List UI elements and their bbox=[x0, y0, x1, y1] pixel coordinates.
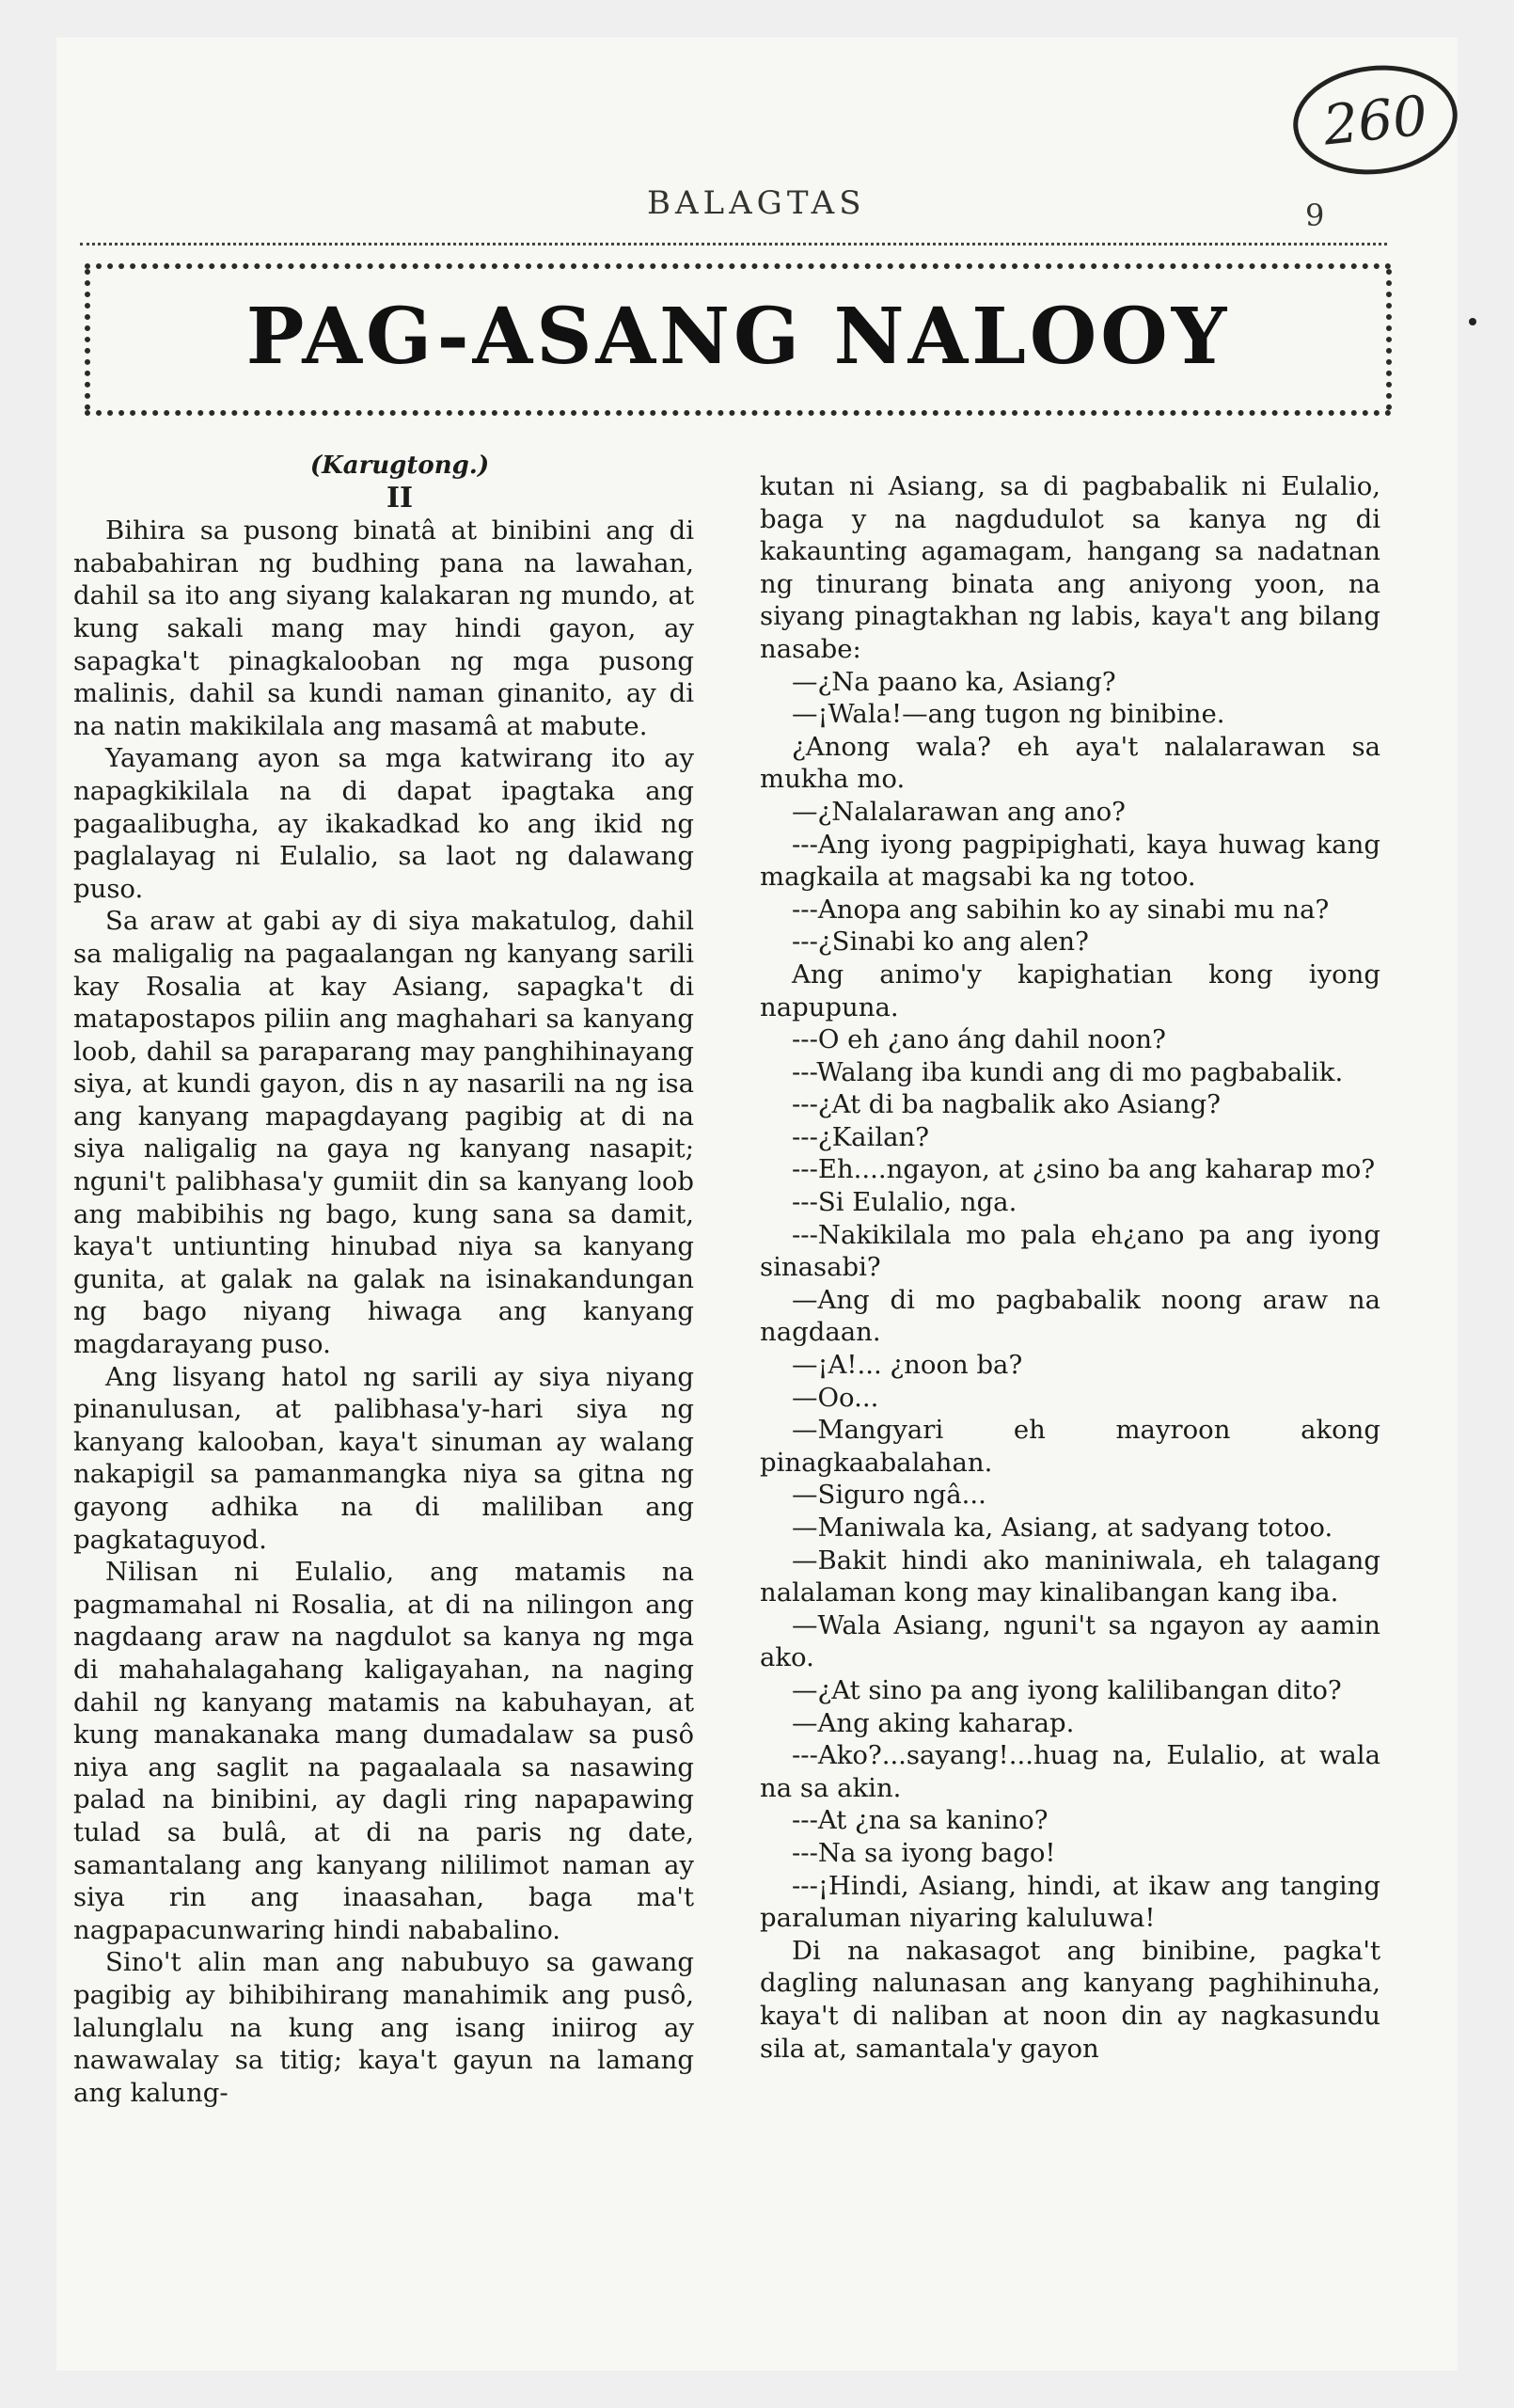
dialogue-line: ---Walang iba kundi ang di mo pagbabalik. bbox=[792, 1056, 1344, 1087]
paragraph: Sa araw at gabi ay di siya makatulog, dahil sa maligalig na pagaalangan ng kanyang sarili kay Rosalia at kay Asiang, sapagka't di matapostapos piliin ang maghahari sa kanyang loob, dahil sa paraparang may panghihinayang siya, at kundi gayon, dis n ay nasarili na ng isa ang kanyang mapagdayang pagibig at di na siya naligalig na gaya ng kanyang nasapit; nguni't palibhasa'y gumiit din sa kanyang loob ang mabibihis ng bago, kung sana sa damit, kaya't untiunting hinubad niya sa kanyang gunita, at galak na galak na isinakandungan ng bago niyang hiwaga ang kanyang magdarayang puso. bbox=[73, 906, 694, 1360]
ink-spot bbox=[1469, 318, 1476, 325]
dialogue-line: —Oo... bbox=[792, 1382, 879, 1413]
dialogue-line: —¡A!... ¿noon ba? bbox=[792, 1350, 1023, 1381]
dialogue-line: —Ang aking kaharap. bbox=[792, 1707, 1075, 1738]
paragraph: Yayamang ayon sa mga katwirang ito ay napagkikilala na di dapat ipagtaka ang pagaalibugha, ay ikakadkad ko ang ikid ng paglalayag ni Eulalio, sa laot ng dalawang puso. bbox=[73, 743, 694, 904]
paragraph: Ang lisyang hatol ng sarili ay siya niyang pinanulusan, at palibhasa'y-hari siya ng kanyang kalooban, kaya't sinuman ay walang nakapigil sa pamanmangka niya sa gitna ng gayong adhika na di maliliban ang pagkataguyod. bbox=[73, 1361, 694, 1555]
dialogue-line: ---¡Hindi, Asiang, hindi, at ikaw ang tanging paraluman niyaring kaluluwa! bbox=[760, 1870, 1380, 1934]
dialogue-line: ---Anopa ang sabihin ko ay sinabi mu na? bbox=[792, 894, 1330, 925]
dialogue-line: —¡Wala!—ang tugon ng binibine. bbox=[792, 699, 1225, 730]
running-head: BALAGTAS bbox=[647, 184, 866, 222]
article-title: PAG-ASANG NALOOY bbox=[245, 292, 1231, 382]
paragraph-continued: kutan ni Asiang, sa di pagbabalik ni Eulalio, baga y na nagdudulot sa kanya ng di kakaunting agamagam, hangang sa nadatnan ng tinurang binata ang aniyong yoon, na siyang pinagtakhan ng labis, kaya't ang bilang nasabe: bbox=[760, 471, 1380, 664]
right-column bbox=[760, 470, 1380, 2065]
dialogue-line: —Mangyari eh mayroon akong pinagkaabalahan. bbox=[760, 1415, 1380, 1478]
dialogue-line: ---Si Eulalio, nga. bbox=[792, 1187, 1017, 1218]
article-subtitle: (Karugtong.) bbox=[309, 452, 490, 480]
dialogue-line: —Bakit hindi ako maniniwala, eh talagang nalalaman kong may kinalibangan kang iba. bbox=[760, 1545, 1380, 1608]
dialogue-line: ---Eh....ngayon, at ¿sino ba ang kaharap mo? bbox=[792, 1154, 1376, 1185]
header-rule bbox=[80, 243, 1387, 246]
dialogue-line: ---Ang iyong pagpipighati, kaya huwag kang magkaila at magsabi ka ng totoo. bbox=[760, 829, 1380, 893]
dialogue-line: ---Na sa iyong bago! bbox=[792, 1837, 1056, 1868]
dialogue-line: —Ang di mo pagbabalik noong araw na nagdaan. bbox=[760, 1284, 1380, 1348]
handwritten-page-number: 260 bbox=[1287, 57, 1462, 182]
dialogue-line: —Maniwala ka, Asiang, at sadyang totoo. bbox=[792, 1513, 1333, 1543]
paragraph: Di na nakasagot ang binibine, pagka't dagling nalunasan ang kanyang paghihinuha, kaya't di naliban at noon din ay nagkasundu sila at, samantala'y gayon bbox=[760, 1935, 1380, 2064]
dialogue-line: ¿Anong wala? eh aya't nalalarawan sa mukha mo. bbox=[760, 731, 1380, 795]
dialogue-line: ---O eh ¿ano áng dahil noon? bbox=[792, 1024, 1166, 1055]
paragraph: Nilisan ni Eulalio, ang matamis na pagmamahal ni Rosalia, at di na nilingon ang nagdaang araw na nagdulot sa kanya ng mga di mahahalagahang kaligayahan, na naging dahil ng kanyang matamis na kabuhayan, at kung manakanaka mang dumadalaw sa pusô niya ang saglit na pagaalaala sa nasawing palad na binibini, ay dagli ring napapawing tulad sa bulâ, at di na paris ng date, samantalang ang kanyang nililimot naman ay siya rin ang inaasahan, baga ma't nagpapacunwaring hindi nababalino. bbox=[73, 1557, 694, 1945]
page-folio: 9 bbox=[1305, 198, 1325, 233]
dialogue-line: ---¿Sinabi ko ang alen? bbox=[792, 927, 1089, 958]
dialogue-line: Ang animo'y kapighatian kong iyong napupuna. bbox=[760, 958, 1380, 1022]
dialogue-line: ---¿Kailan? bbox=[792, 1121, 929, 1152]
dialogue-line: ---Ako?...sayang!...huag na, Eulalio, at wala na sa akin. bbox=[760, 1740, 1380, 1803]
dialogue-line: ---Nakikilala mo pala eh¿ano pa ang iyong sinasabi? bbox=[760, 1219, 1380, 1283]
section-number: II bbox=[386, 481, 414, 515]
dialogue-line: ---At ¿na sa kanino? bbox=[792, 1805, 1049, 1836]
left-column bbox=[73, 450, 694, 2109]
dialogue-line: —¿At sino pa ang iyong kalilibangan dito? bbox=[792, 1674, 1342, 1705]
paragraph: Sino't alin man ang nabubuyo sa gawang pagibig ay bihibihirang manahimik ang pusô, lalunglalu na kung ang isang iniirog ay nawawalay sa titig; kaya't gayun na lamang ang kalung- bbox=[73, 1947, 694, 2108]
dialogue-line: —¿Nalalarawan ang ano? bbox=[792, 796, 1126, 827]
dialogue-line: —¿Na paano ka, Asiang? bbox=[792, 666, 1116, 697]
paragraph: Bihira sa pusong binatâ at binibini ang di nababahiran ng budhing pana na lawahan, dahil sa ito ang siyang kalakaran ng mundo, at kung sakali mang may hindi gayon, ay sapagka't pinagkalooban ng mga pusong malinis, dahil sa kundi naman ginanito, ay di na natin makikilala ang masamâ at mabute. bbox=[73, 515, 694, 741]
dialogue-line: ---¿At di ba nagbalik ako Asiang? bbox=[792, 1089, 1221, 1120]
dialogue-line: —Siguro ngâ... bbox=[792, 1480, 986, 1511]
title-border-box bbox=[85, 263, 1392, 416]
dialogue-line: —Wala Asiang, nguni't sa ngayon ay aamin ako. bbox=[760, 1609, 1380, 1673]
